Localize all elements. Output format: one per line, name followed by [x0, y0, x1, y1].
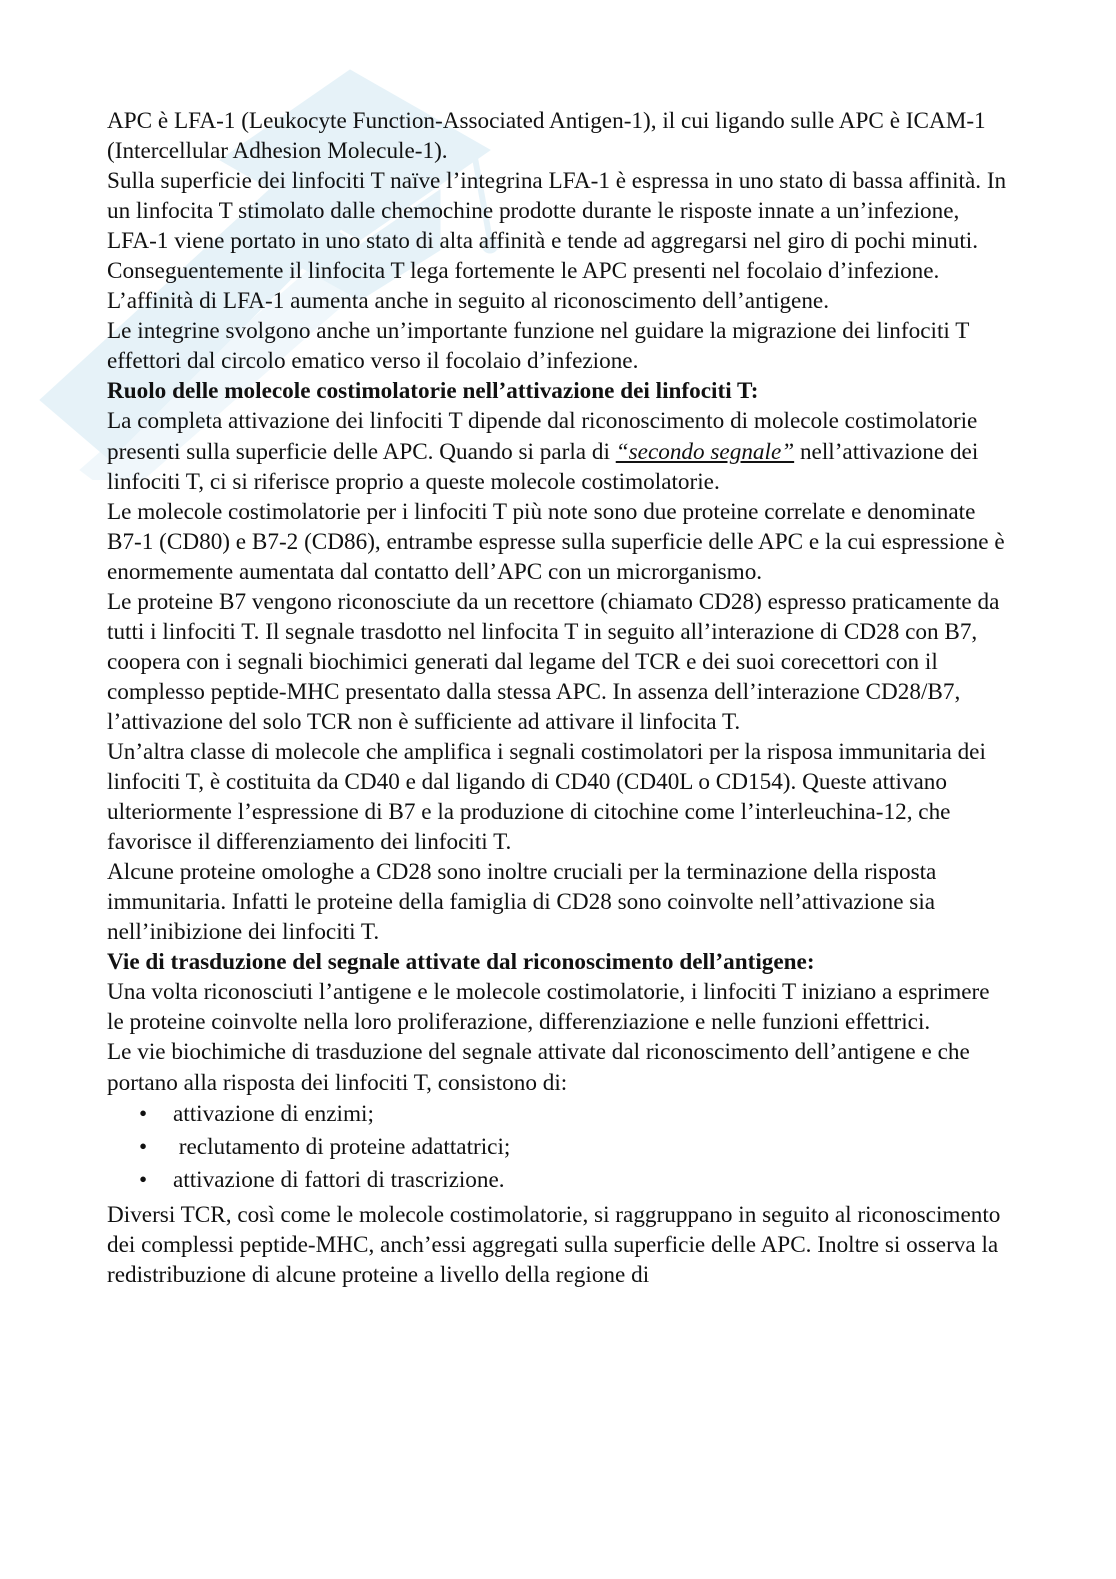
closing-paragraph: Diversi TCR, così come le molecole costimolatorie, si raggruppano in seguito al riconoscimento dei complessi peptide-MHC, anch’essi aggregati sulla superficie delle APC. Inoltre si osserva la redistribuzione di alcune proteine a livello della regione di [107, 1201, 1001, 1288]
paragraph-10: Le vie biochimiche di trasduzione del segnale attivate dal riconoscimento dell’antigene e che portano alla risposta dei linfociti T, consistono di: [107, 1039, 970, 1096]
list-item-text: attivazione di fattori di trascrizione. [173, 1166, 505, 1193]
document-body [107, 106, 1012, 1290]
paragraph-7: Un’altra classe di molecole che amplifica i segnali costimolatori per la risposa immunitaria dei linfociti T, è costituita da CD40 e dal ligando di CD40 (CD40L o CD154). Queste attivano ulteriormente l’espressione di B7 e la produzione di citochine come l’interleuchina-12, che favorisce il differenziamento dei linfociti T. [107, 738, 986, 856]
paragraph-3: Le integrine svolgono anche un’importante funzione nel guidare la migrazione dei linfociti T effettori dal circolo ematico verso il focolaio d’infezione. [107, 318, 969, 375]
bullet-list [107, 1098, 1012, 1197]
list-item-text: reclutamento di proteine adattatrici; [173, 1133, 511, 1160]
list-item [107, 1131, 1012, 1164]
paragraph-4 [107, 406, 1012, 496]
bullet-icon: • [139, 1100, 148, 1127]
bullet-icon: • [139, 1166, 148, 1193]
section-heading-costimulatory: Ruolo delle molecole costimolatorie nell’attivazione dei linfociti T: [107, 378, 759, 405]
paragraph-9: Una volta riconosciuti l’antigene e le molecole costimolatorie, i linfociti T iniziano a esprimere le proteine coinvolte nella loro proliferazione, differenziazione e nelle funzioni effettrici. [107, 979, 990, 1036]
secondo-segnale-link[interactable]: “secondo segnale” [615, 438, 795, 465]
list-item [107, 1098, 1012, 1131]
paragraph-2: Sulla superficie dei linfociti T naïve l’integrina LFA-1 è espressa in uno stato di bassa affinità. In un linfocita T stimolato dalle chemochine prodotte durante le risposte innate a un’infezione, LFA-1 viene portato in uno stato di alta affinità e tende ad aggregarsi nel giro di pochi minuti. Conseguentemente il linfocita T lega fortemente le APC presenti nel focolaio d’infezione. L’affinità di LFA-1 aumenta anche in seguito al riconoscimento dell’antigene. [107, 168, 1007, 315]
list-item-text: attivazione di enzimi; [173, 1100, 374, 1127]
paragraph-8: Alcune proteine omologhe a CD28 sono inoltre cruciali per la terminazione della risposta immunitaria. Infatti le proteine della famiglia di CD28 sono coinvolte nell’attivazione sia nell’inibizione dei linfociti T. [107, 859, 937, 946]
paragraph-6: Le proteine B7 vengono riconosciute da un recettore (chiamato CD28) espresso praticamente da tutti i linfociti T. Il segnale trasdotto nel linfocita T in seguito all’interazione di CD28 con B7, coopera con i segnali biochimici generati dal legame del TCR e dei suoi corecettori con il complesso peptide-MHC presentato dalla stessa APC. In assenza dell’interazione CD28/B7, l’attivazione del solo TCR non è sufficiente ad attivare il linfocita T. [107, 588, 1000, 735]
list-item [107, 1164, 1012, 1197]
paragraph-5: Le molecole costimolatorie per i linfociti T più note sono due proteine correlate e denominate B7-1 (CD80) e B7-2 (CD86), entrambe espresse sulla superficie delle APC e la cui espressione è enormemente aumentata dal contatto dell’APC con un microrganismo. [107, 498, 1005, 585]
bullet-icon: • [139, 1133, 148, 1160]
section-heading-signal-transduction: Vie di trasduzione del segnale attivate dal riconoscimento dell’antigene: [107, 949, 815, 976]
paragraph-1: APC è LFA-1 (Leukocyte Function-Associated Antigen-1), il cui ligando sulle APC è ICAM-1 (Intercellular Adhesion Molecule-1). [107, 108, 986, 165]
paragraph-4-after: nell’attivazione dei linfociti T, ci si riferisce proprio a queste molecole costimolatorie. [107, 438, 979, 495]
paragraph-4-before: La completa attivazione dei linfociti T dipende dal riconoscimento di molecole costimolatorie presenti sulla superficie delle APC. Quando si parla di [107, 408, 978, 465]
